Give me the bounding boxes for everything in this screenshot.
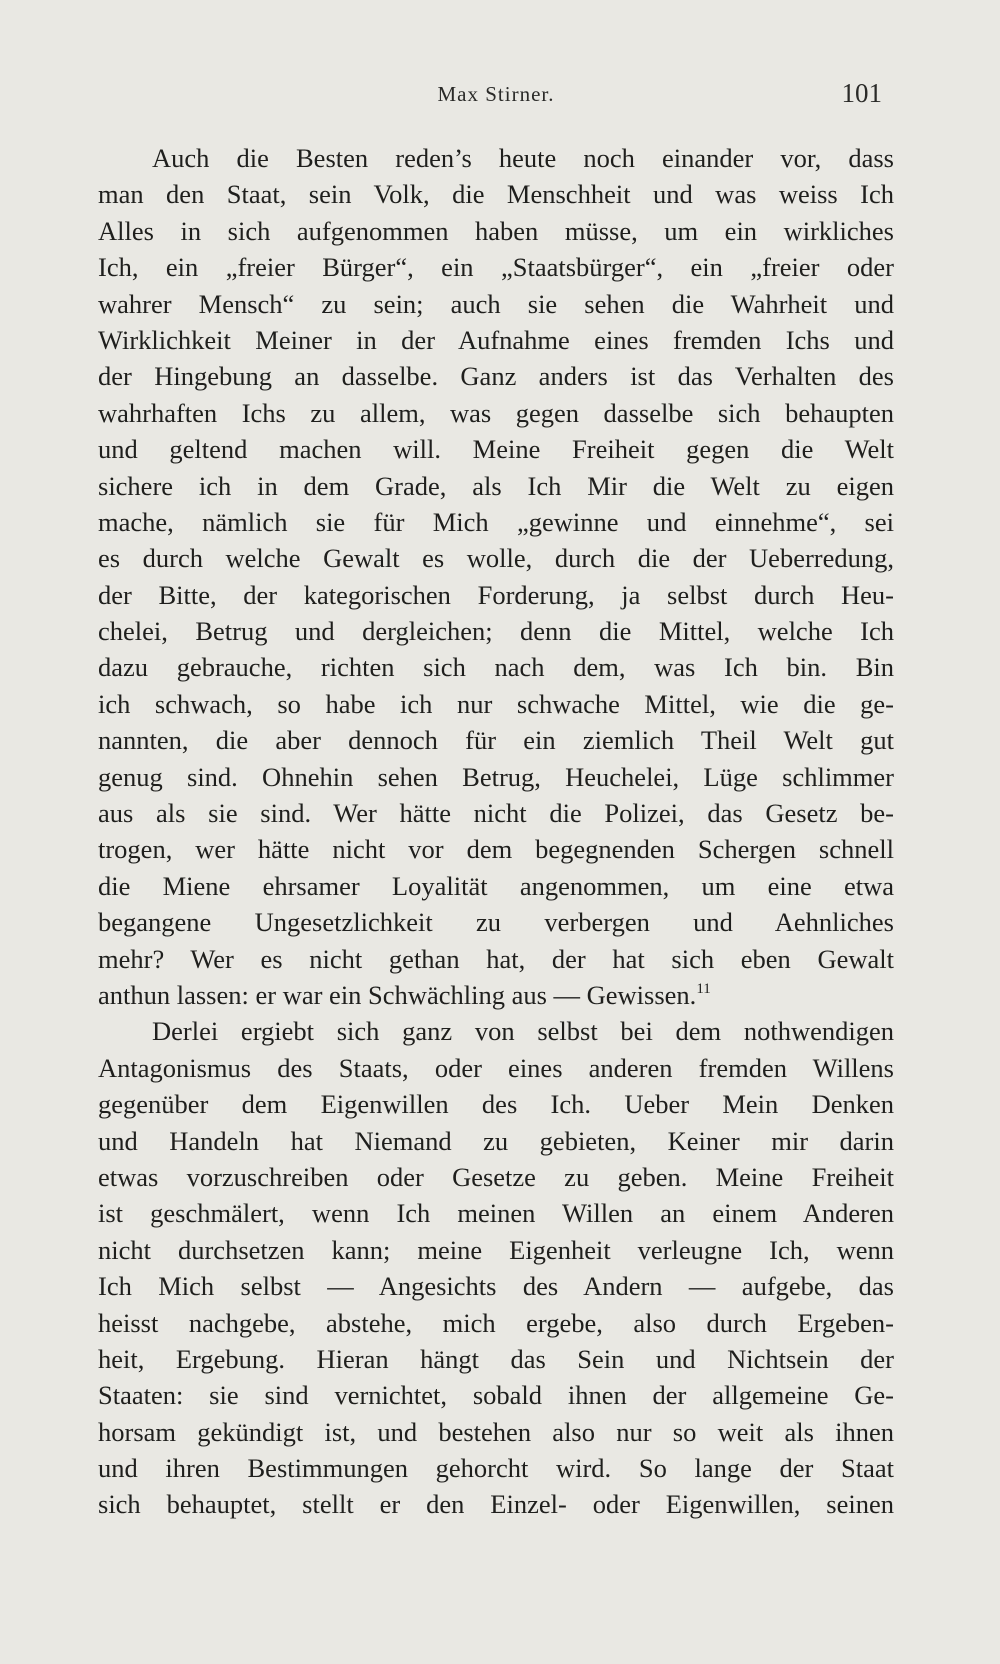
text-line: nicht durchsetzen kann; meine Eigenheit verleugne Ich, wenn — [98, 1234, 894, 1265]
text-line: ist geschmälert, wenn Ich meinen Willen an einem Anderen — [98, 1198, 894, 1229]
text-line: mehr? Wer es nicht gethan hat, der hat sich eben Gewalt — [98, 943, 894, 974]
text-line: horsam gekündigt ist, und bestehen also nur so weit als ihnen — [98, 1416, 894, 1447]
footnote-reference: 11 — [696, 980, 711, 997]
text-line: nannten, die aber dennoch für ein ziemlich Theil Welt gut — [98, 725, 894, 756]
text-line: der Hingebung an dasselbe. Ganz anders ist das Verhalten des — [98, 361, 894, 392]
text-line: wahrer Mensch“ zu sein; auch sie sehen die Wahrheit und — [98, 288, 894, 319]
text-line: Derlei ergiebt sich ganz von selbst bei dem nothwendigen — [152, 1016, 894, 1047]
page-number: 101 — [841, 78, 882, 108]
text-line: Wirklichkeit Meiner in der Aufnahme eines fremden Ichs und — [98, 324, 894, 355]
text-line: sich behauptet, stellt er den Einzel- oder Eigenwillen, seinen — [98, 1489, 894, 1520]
text-line-with-footnote — [98, 977, 894, 1013]
text-line: und Handeln hat Niemand zu gebieten, Keiner mir darin — [98, 1125, 894, 1156]
text-line-content: anthun lassen: er war ein Schwächling aus — Gewissen. — [98, 979, 697, 1010]
body-text — [98, 140, 894, 1523]
text-line: trogen, wer hätte nicht vor dem begegnenden Schergen schnell — [98, 834, 894, 865]
text-line: und ihren Bestimmungen gehorcht wird. So lange der Staat — [98, 1453, 894, 1484]
text-line: gegenüber dem Eigenwillen des Ich. Ueber Mein Denken — [98, 1089, 894, 1120]
text-line: begangene Ungesetzlichkeit zu verbergen und Aehnliches — [98, 907, 894, 938]
running-header — [100, 78, 892, 114]
text-line: Alles in sich aufgenommen haben müsse, um ein wirkliches — [98, 215, 894, 246]
text-line: es durch welche Gewalt es wolle, durch die der Ueberredung, — [98, 543, 894, 574]
text-line: heit, Ergebung. Hieran hängt das Sein und Nichtsein der — [98, 1343, 894, 1374]
text-line: Antagonismus des Staats, oder eines anderen fremden Willens — [98, 1052, 894, 1083]
text-line: Ich, ein „freier Bürger“, ein „Staatsbürger“, ein „freier oder — [98, 252, 894, 283]
text-line: Ich Mich selbst — Angesichts des Andern — aufgebe, das — [98, 1271, 894, 1302]
text-line: die Miene ehrsamer Loyalität angenommen, um eine etwa — [98, 870, 894, 901]
text-line: ich schwach, so habe ich nur schwache Mittel, wie die ge- — [98, 688, 894, 719]
text-line: der Bitte, der kategorischen Forderung, ja selbst durch Heu- — [98, 579, 894, 610]
text-line: und geltend machen will. Meine Freiheit gegen die Welt — [98, 434, 894, 465]
text-line: Auch die Besten reden’s heute noch einander vor, dass — [152, 143, 894, 173]
text-line: mache, nämlich sie für Mich „gewinne und einnehme“, sei — [98, 506, 894, 537]
text-line: dazu gebrauche, richten sich nach dem, was Ich bin. Bin — [98, 652, 894, 683]
text-line: heisst nachgebe, abstehe, mich ergebe, also durch Ergeben- — [98, 1307, 894, 1338]
text-line: Staaten: sie sind vernichtet, sobald ihnen der allgemeine Ge- — [98, 1380, 894, 1411]
running-title: Max Stirner. — [437, 82, 555, 106]
text-line: etwas vorzuschreiben oder Gesetze zu geben. Meine Freiheit — [98, 1161, 894, 1192]
text-line: man den Staat, sein Volk, die Menschheit und was weiss Ich — [98, 179, 894, 210]
text-line: genug sind. Ohnehin sehen Betrug, Heuchelei, Lüge schlimmer — [98, 761, 894, 792]
text-line: wahrhaften Ichs zu allem, was gegen dasselbe sich behaupten — [98, 397, 894, 428]
text-line: sichere ich in dem Grade, als Ich Mir die Welt zu eigen — [98, 470, 894, 501]
text-line: chelei, Betrug und dergleichen; denn die Mittel, welche Ich — [98, 616, 894, 647]
text-line: aus als sie sind. Wer hätte nicht die Polizei, das Gesetz be- — [98, 798, 894, 829]
